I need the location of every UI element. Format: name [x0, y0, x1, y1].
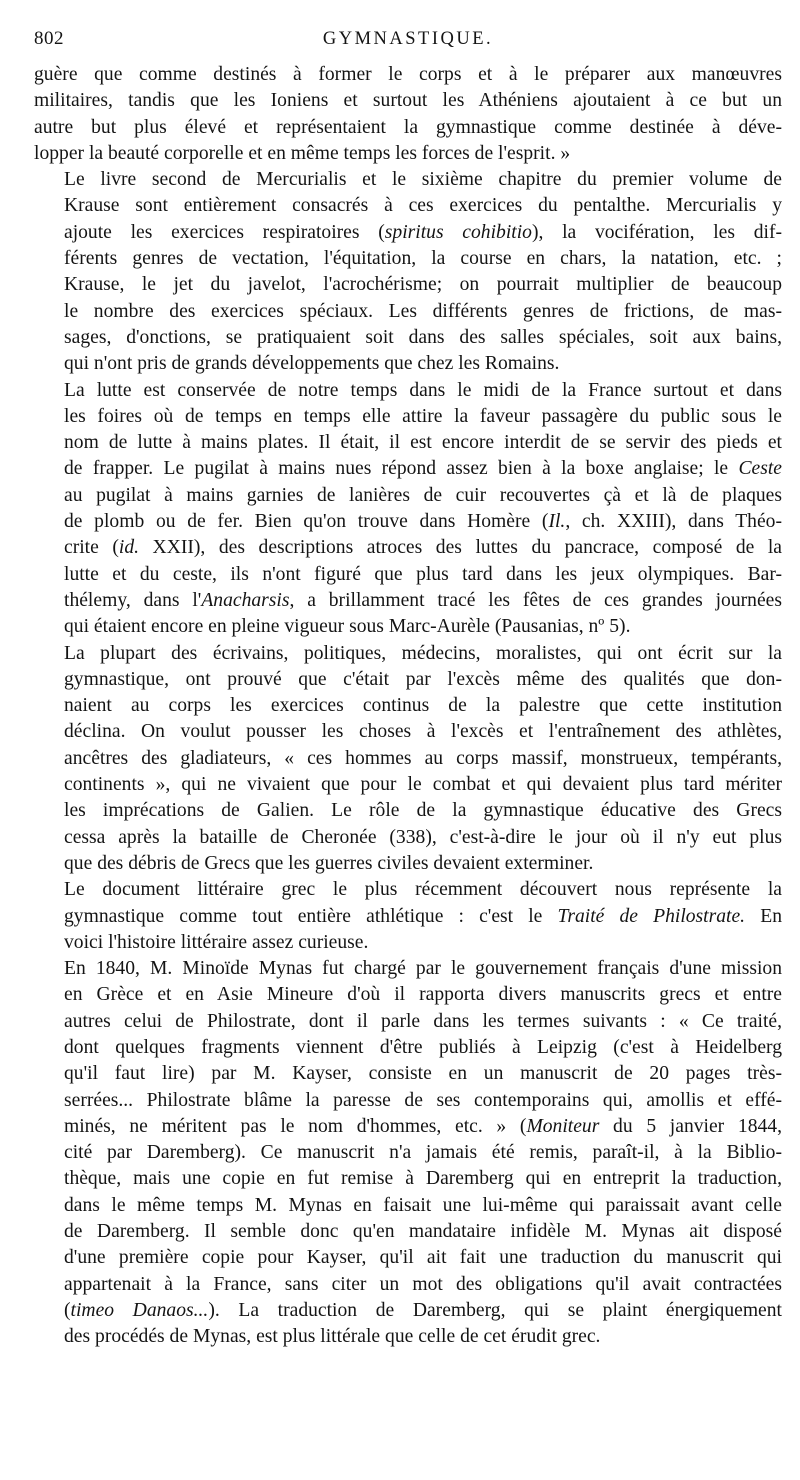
text-line: gymnastique comme tout entière athlétique : c'est le Traité de Philostrate. En	[64, 905, 782, 927]
text-line: continents », qui ne vivaient que pour le combat et qui devaient plus tard mériter	[64, 774, 782, 796]
text-line: ancêtres des gladiateurs, « ces hommes au corps massif, monstrueux, tempérants,	[64, 747, 782, 769]
text-line: La lutte est conservée de notre temps dans le midi de la France surtout et dans	[64, 379, 782, 401]
text-line: militaires, tandis que les Ioniens et surtout les Athéniens ajoutaient à ce but un	[34, 90, 782, 112]
text-line: autres celui de Philostrate, dont il parle dans les termes suivants : « Ce traité,	[64, 1010, 782, 1032]
text-line: En 1840, M. Minoïde Mynas fut chargé par le gouvernement français d'une mission	[64, 958, 782, 980]
text-line: naient au corps les exercices continus de la palestre que cette institution	[64, 695, 782, 717]
text-line: lutte et du ceste, ils n'ont figuré que plus tard dans les jeux olympiques. Bar-	[64, 563, 782, 585]
text-line: qui n'ont pris de grands développements que chez les Romains.	[64, 353, 560, 375]
text-line: qu'il faut lire) par M. Kayser, consiste en un manuscrit de 20 pages très-	[64, 1063, 782, 1085]
paragraph-mynas-1840	[34, 956, 782, 1350]
text-line: cité par Daremberg). Ce manuscrit n'a jamais été remis, paraît-il, à la Biblio-	[64, 1142, 782, 1164]
text-line: les imprécations de Galien. Le rôle de la gymnastique éducative des Grecs	[64, 800, 782, 822]
text-line: minés, ne méritent pas le nom d'hommes, etc. » (Moniteur du 5 janvier 1844,	[64, 1115, 782, 1137]
text-line: voici l'histoire littéraire assez curieuse.	[64, 931, 369, 953]
text-line: Krause sont entièrement consacrés à ces exercices du pentalthe. Mercurialis y	[64, 195, 782, 217]
text-line: de Daremberg. Il semble donc qu'en mandataire infidèle M. Mynas ait disposé	[64, 1221, 782, 1243]
text-line: thélemy, dans l'Anacharsis, a brillamment tracé les fêtes de ces grandes journées	[64, 589, 782, 611]
paragraph-ecrivains	[34, 641, 782, 878]
text-line: férents genres de vectation, l'équitation, la course en chars, la natation, etc. ;	[64, 248, 782, 270]
text-line: autre but plus élevé et représentaient la gymnastique comme destinée à déve-	[34, 116, 782, 138]
text-line: lopper la beauté corporelle et en même temps les forces de l'esprit. »	[34, 142, 571, 164]
paragraph-document-litteraire	[34, 877, 782, 956]
text-line: La plupart des écrivains, politiques, médecins, moralistes, qui ont écrit sur la	[64, 642, 782, 664]
paragraph-mercurialis	[34, 167, 782, 377]
running-title: GYMNASTIQUE.	[322, 29, 494, 49]
text-line: gymnastique, ont prouvé que c'était par l'excès même des qualités que don-	[64, 668, 782, 690]
text-line: nom de lutte à mains plates. Il était, il est encore interdit de se servir des pieds et	[64, 432, 782, 454]
text-line: Le document littéraire grec le plus récemment découvert nous représente la	[64, 879, 782, 901]
text-line: de frapper. Le pugilat à mains nues répond assez bien à la boxe anglaise; le Ceste	[64, 458, 782, 480]
text-line: d'une première copie pour Kayser, qu'il ait fait une traduction du manuscrit qui	[64, 1247, 782, 1269]
text-line: thèque, mais une copie en fut remise à Daremberg qui en entreprit la traduction,	[64, 1168, 782, 1190]
text-line: Krause, le jet du javelot, l'acrochérisme; on pourrait multiplier de beaucoup	[64, 274, 782, 296]
text-line: des procédés de Mynas, est plus littérale que celle de cet érudit grec.	[64, 1326, 601, 1348]
text-line: dans le même temps M. Mynas en faisait une lui-même qui paraissait avant celle	[64, 1194, 782, 1216]
text-line: dont quelques fragments viennent d'être publiés à Leipzig (c'est à Heidelberg	[64, 1036, 782, 1058]
text-line: qui étaient encore en pleine vigueur sous Marc-Aurèle (Pausanias, nº 5).	[64, 616, 631, 638]
text-line: les foires où de temps en temps elle attire la faveur passagère du public sous le	[64, 405, 782, 427]
text-line: appartenait à la France, sans citer un mot des obligations qu'il avait contractées	[64, 1273, 782, 1295]
text-line: de plomb ou de fer. Bien qu'on trouve dans Homère (Il., ch. XXIII), dans Théo-	[64, 511, 782, 533]
paragraph-continuation	[34, 62, 782, 167]
text-line: au pugilat à mains garnies de lanières de cuir recouvertes çà et là de plaques	[64, 484, 782, 506]
text-line: serrées... Philostrate blâme la paresse de ses contemporains qui, amollis et effé-	[64, 1089, 782, 1111]
text-line: guère que comme destinés à former le corps et à le préparer aux manœuvres	[34, 64, 782, 85]
page-header	[34, 26, 782, 54]
book-page	[34, 26, 782, 1351]
text-line: que des débris de Grecs que les guerres civiles devaient exterminer.	[64, 852, 594, 874]
text-line: ajoute les exercices respiratoires (spiritus cohibitio), la vocifération, les dif-	[64, 221, 782, 243]
text-line: le nombre des exercices spéciaux. Les différents genres de frictions, de mas-	[64, 300, 782, 322]
text-line: (timeo Danaos...). La traduction de Daremberg, qui se plaint énergiquement	[64, 1299, 782, 1321]
text-line: Le livre second de Mercurialis et le sixième chapitre du premier volume de	[64, 169, 782, 191]
paragraph-lutte	[34, 378, 782, 641]
page-number: 802	[34, 28, 64, 49]
text-line: sages, d'onctions, se pratiquaient soit dans des salles spéciales, soit aux bains,	[64, 326, 782, 348]
text-line: cessa après la bataille de Cheronée (338), c'est-à-dire le jour où il n'y eut plus	[64, 826, 782, 848]
text-line: crite (id. XXII), des descriptions atroces des luttes du pancrace, composé de la	[64, 537, 782, 559]
text-line: déclina. On voulut pousser les choses à l'excès et l'entraînement des athlètes,	[64, 721, 782, 743]
text-line: en Grèce et en Asie Mineure d'où il rapporta divers manuscrits grecs et entre	[64, 984, 782, 1006]
